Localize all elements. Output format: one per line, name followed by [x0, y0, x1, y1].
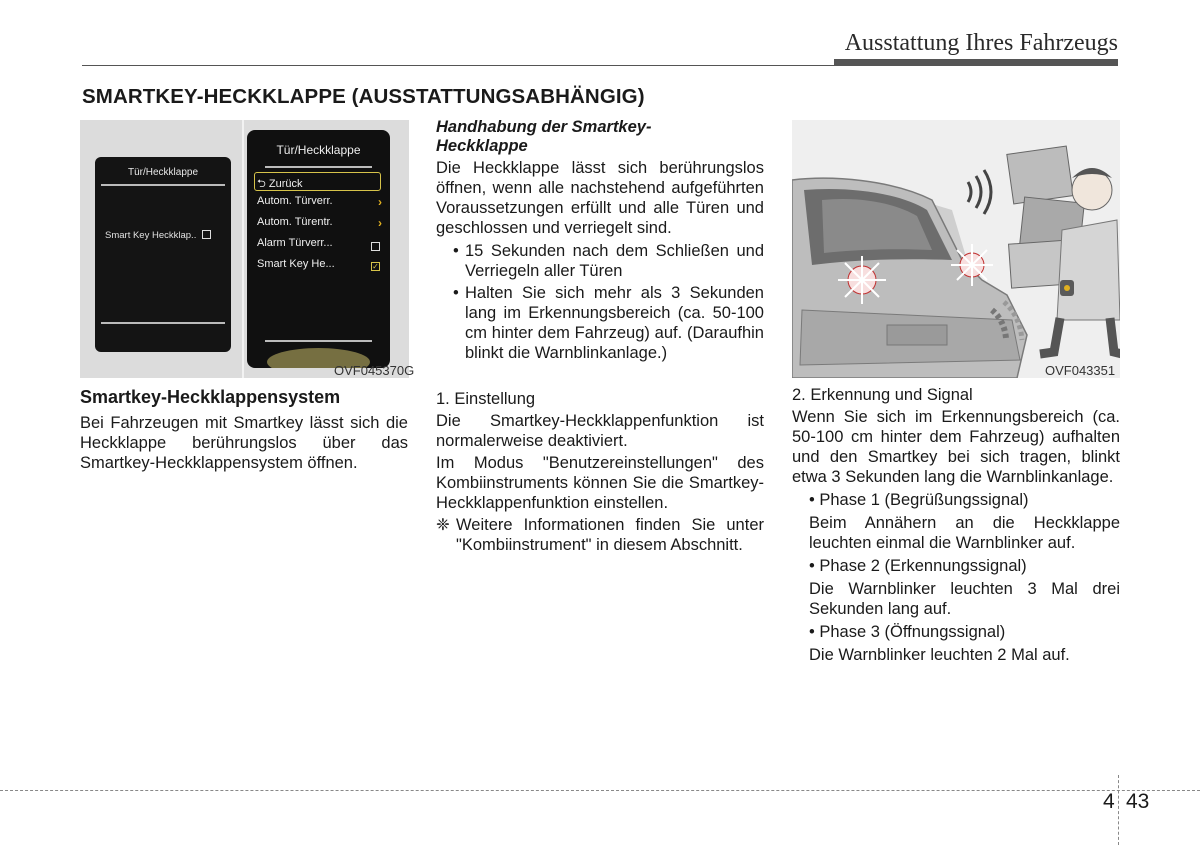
setting-body-2: Im Modus "Benutzereinstellungen" des Kombiinstruments können Sie die Smartkey-Heckklappenfunktion einstellen. — [436, 454, 764, 512]
bullet-text: Halten Sie sich mehr als 3 Sekunden lang im Erkennungsbereich (ca. 50-100 cm hinter dem Fahrzeug) auf. (Daraufhin blinkt die Warnblinkanlage.) — [465, 284, 764, 362]
menu-item-lock-alarm — [257, 237, 380, 249]
menu-item-label: Smart Key He... — [257, 258, 335, 270]
screen-small-title: Tür/Heckklappe — [127, 167, 199, 178]
figure-tailgate-illustration — [792, 120, 1120, 378]
menu-item-smart-key — [257, 258, 380, 270]
note-icon: ❈ — [436, 516, 450, 534]
chapter-number: 4 — [1103, 790, 1115, 813]
menu-item-back — [257, 175, 303, 194]
bullet-text: 15 Sekunden nach dem Schließen und Verriegeln aller Türen — [465, 242, 764, 280]
phase-3 — [792, 622, 1120, 665]
menu-item-label: Zurück — [268, 178, 303, 190]
screen-small-item-label: Smart Key Heckklap.. — [105, 230, 197, 241]
screen-small-item — [105, 229, 211, 241]
column-middle — [436, 118, 764, 555]
screen-large-bottom-rule — [265, 340, 372, 342]
note-item — [436, 515, 764, 555]
phase-2 — [792, 556, 1120, 619]
cluster-screen-large — [247, 130, 390, 368]
setting-subheading: 1. Einstellung — [436, 390, 536, 408]
checkbox-empty-icon — [371, 242, 380, 251]
chevron-right-icon: › — [378, 195, 382, 209]
cluster-screen-small — [95, 157, 231, 352]
bullet-icon: • — [453, 242, 459, 260]
figure-divider — [242, 120, 244, 378]
column-right — [792, 385, 1120, 665]
figure2-caption: OVF043351 — [1045, 363, 1116, 378]
footer-page-separator — [1118, 775, 1119, 845]
handling-heading-line2: Heckklappe — [436, 137, 528, 155]
detection-body: Wenn Sie sich im Erkennungsbereich (ca. 50-100 cm hinter dem Fahrzeug) aufhalten und den Smartkey bei sich tragen, blinkt etwa 3 Sekunden lang die Warnblinkanlage. — [792, 408, 1120, 486]
phase-1 — [792, 490, 1120, 553]
handling-heading — [436, 118, 764, 156]
phase-1-title: • Phase 1 (Begrüßungssignal) — [809, 491, 1029, 509]
menu-item-auto-lock — [257, 195, 380, 207]
phase-3-title: • Phase 3 (Öffnungssignal) — [809, 623, 1006, 641]
menu-item-label: Autom. Türentr. — [257, 216, 333, 228]
chapter-header-title: Ausstattung Ihres Fahrzeugs — [844, 30, 1118, 56]
back-arrow-icon: ⮌ — [257, 178, 266, 190]
column-left — [80, 386, 408, 473]
checkbox-empty-icon — [202, 230, 211, 239]
phase-3-body: Die Warnblinker leuchten 2 Mal auf. — [809, 646, 1070, 664]
bullet-item — [436, 241, 764, 281]
car-person-illustration — [792, 120, 1120, 378]
checkbox-checked-icon: ✓ — [372, 262, 379, 271]
phase-2-title: • Phase 2 (Erkennungssignal) — [809, 557, 1027, 575]
screen-large-title: Tür/Heckklappe — [276, 143, 361, 157]
bullet-item — [436, 283, 764, 363]
system-heading: Smartkey-Heckklappensystem — [80, 387, 341, 407]
system-description: Bei Fahrzeugen mit Smartkey lässt sich die Heckklappe berührungslos über das Smartkey-Heckklappensystem öffnen. — [80, 414, 408, 472]
screen-large-top-rule — [265, 166, 372, 168]
chevron-right-icon: › — [378, 216, 382, 230]
menu-item-auto-unlock — [257, 216, 380, 228]
menu-item-label: Alarm Türverr... — [257, 237, 333, 249]
footer-dashed-rule — [0, 790, 1200, 791]
detection-subheading: 2. Erkennung und Signal — [792, 386, 973, 404]
header-rule — [82, 65, 1118, 66]
handling-heading-line1: Handhabung der Smartkey- — [436, 118, 652, 136]
handling-intro: Die Heckklappe lässt sich berührungslos öffnen, wenn alle nachstehend aufgeführten Voraussetzungen erfüllt und alle Türen und geschlossen und verriegelt sind. — [436, 159, 764, 237]
menu-item-label: Autom. Türverr. — [257, 195, 333, 207]
phase-2-body: Die Warnblinker leuchten 3 Mal drei Sekunden lang auf. — [809, 580, 1120, 618]
screen-small-bottom-rule — [101, 322, 225, 324]
bullet-icon: • — [453, 284, 459, 302]
figure-cluster-display — [80, 120, 409, 378]
figure1-caption: OVF045370G — [334, 363, 415, 378]
setting-body-1: Die Smartkey-Heckklappenfunktion ist normalerweise deaktiviert. — [436, 412, 764, 450]
screen-small-top-rule — [101, 184, 225, 186]
page-number: 43 — [1126, 790, 1150, 813]
section-title: SMARTKEY-HECKKLAPPE (AUSSTATTUNGSABHÄNGIG) — [82, 85, 645, 108]
note-text: Weitere Informationen finden Sie unter "Kombiinstrument" in diesem Abschnitt. — [456, 516, 764, 554]
phase-1-body: Beim Annähern an die Heckklappe leuchten einmal die Warnblinker auf. — [809, 514, 1120, 552]
